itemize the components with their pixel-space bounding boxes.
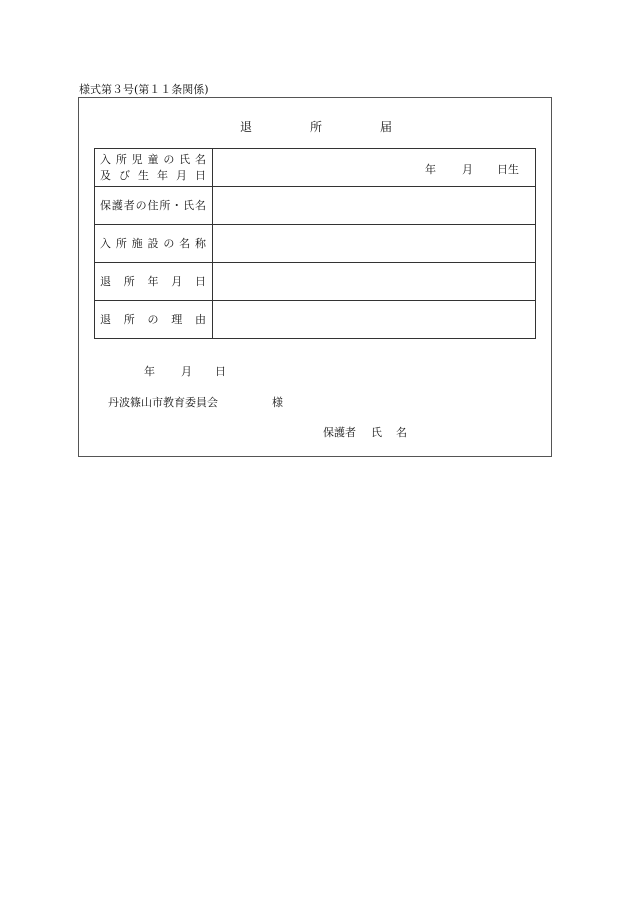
table-row <box>95 225 536 263</box>
row-label-reason <box>95 301 213 339</box>
honorific: 様 <box>272 396 283 409</box>
birth-day-label: 日生 <box>497 163 519 176</box>
birth-month-label: 月 <box>462 163 473 176</box>
child-name-birth-field[interactable] <box>213 149 536 187</box>
leave-date-field[interactable] <box>213 263 536 301</box>
addressee: 丹波篠山市教育委員会 <box>108 396 218 409</box>
label-child-name: 入所児童の氏名 <box>100 152 206 166</box>
guardian-name-label: 氏 <box>371 426 382 439</box>
row-label-guardian <box>95 187 213 225</box>
guardian-address-field[interactable] <box>213 187 536 225</box>
label-birthdate: 及び生年月日 <box>100 168 206 182</box>
label-facility-name: 入所施設の名称 <box>100 236 206 250</box>
title-char: 所 <box>310 120 323 134</box>
table-row <box>95 149 536 187</box>
guardian-label: 保護者 <box>323 426 356 439</box>
title-char: 届 <box>380 120 393 134</box>
row-label-child <box>95 149 213 187</box>
date-month-label: 月 <box>181 365 192 378</box>
table-row <box>95 301 536 339</box>
label-leave-reason: 退所の理由 <box>100 312 206 326</box>
facility-name-field[interactable] <box>213 225 536 263</box>
label-guardian-address: 保護者の住所・氏名 <box>100 198 206 212</box>
title-char: 退 <box>240 120 253 134</box>
leave-reason-field[interactable] <box>213 301 536 339</box>
label-leave-date: 退所年月日 <box>100 274 206 288</box>
table-row <box>95 263 536 301</box>
form-frame <box>78 97 552 457</box>
table-row <box>95 187 536 225</box>
birth-year-label: 年 <box>425 163 436 176</box>
guardian-name-label-2: 名 <box>396 426 407 439</box>
row-label-facility <box>95 225 213 263</box>
form-table <box>94 148 536 339</box>
form-number: 様式第３号(第１１条関係) <box>79 83 209 96</box>
row-label-leave-date <box>95 263 213 301</box>
date-day-label: 日 <box>215 365 226 378</box>
date-year-label: 年 <box>144 365 155 378</box>
